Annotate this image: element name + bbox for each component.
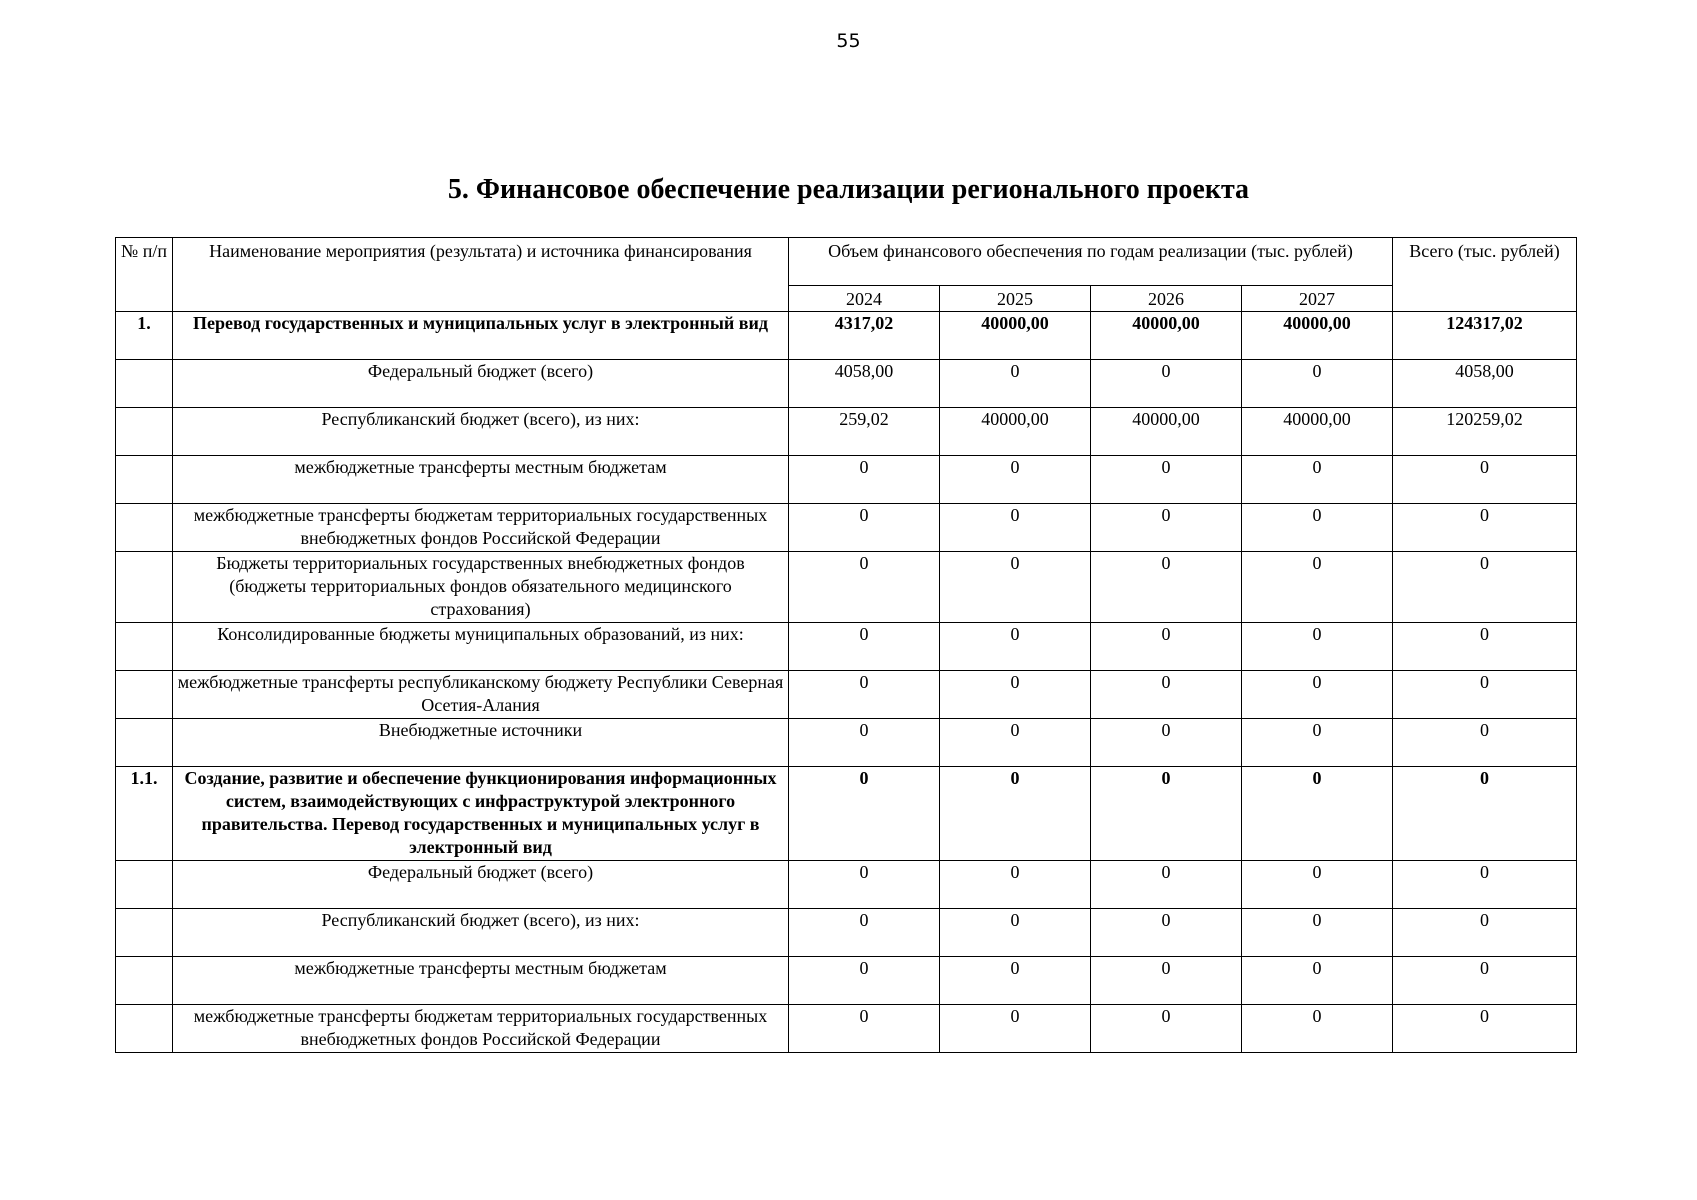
row-value: 259,02 — [789, 408, 940, 456]
row-value: 0 — [1091, 767, 1242, 861]
table-row — [116, 957, 1577, 1005]
table-row — [116, 719, 1577, 767]
row-name: Внебюджетные источники — [173, 719, 789, 767]
row-value: 0 — [940, 552, 1091, 623]
row-value: 0 — [1091, 957, 1242, 1005]
row-value: 0 — [1242, 504, 1393, 552]
row-value: 0 — [940, 909, 1091, 957]
row-value: 0 — [1091, 552, 1242, 623]
row-value: 0 — [1091, 456, 1242, 504]
row-name: Создание, развитие и обеспечение функционирования информационных систем, взаимодействующих с инфраструктурой электронного правительства. Перевод государственных и муниципальных услуг в электронный вид — [173, 767, 789, 861]
row-value: 0 — [1242, 671, 1393, 719]
row-num — [116, 671, 173, 719]
table-row — [116, 312, 1577, 360]
row-name: Федеральный бюджет (всего) — [173, 360, 789, 408]
row-value: 0 — [1091, 623, 1242, 671]
row-value: 0 — [1091, 504, 1242, 552]
row-value: 0 — [940, 1005, 1091, 1053]
row-total: 0 — [1393, 623, 1577, 671]
row-num — [116, 957, 173, 1005]
row-value: 0 — [789, 671, 940, 719]
row-num: 1. — [116, 312, 173, 360]
table-row — [116, 671, 1577, 719]
row-total: 0 — [1393, 861, 1577, 909]
row-value: 0 — [1091, 671, 1242, 719]
row-name: Перевод государственных и муниципальных услуг в электронный вид — [173, 312, 789, 360]
row-value: 0 — [1242, 909, 1393, 957]
header-total: Всего (тыс. рублей) — [1393, 238, 1577, 312]
table-row — [116, 552, 1577, 623]
row-value: 0 — [1242, 456, 1393, 504]
header-year: 2026 — [1091, 286, 1242, 312]
row-value: 0 — [789, 909, 940, 957]
row-value: 0 — [1091, 719, 1242, 767]
row-value: 0 — [940, 957, 1091, 1005]
row-total: 0 — [1393, 456, 1577, 504]
row-total: 0 — [1393, 767, 1577, 861]
row-value: 0 — [1091, 909, 1242, 957]
row-total: 120259,02 — [1393, 408, 1577, 456]
row-value: 0 — [940, 623, 1091, 671]
page-title: 5. Финансовое обеспечение реализации регионального проекта — [447, 174, 1250, 205]
row-name: Бюджеты территориальных государственных внебюджетных фондов (бюджеты территориальных фондов обязательного медицинского страхования) — [173, 552, 789, 623]
row-value: 0 — [1091, 861, 1242, 909]
row-value: 0 — [1242, 623, 1393, 671]
row-value: 0 — [789, 504, 940, 552]
row-name: Республиканский бюджет (всего), из них: — [173, 408, 789, 456]
row-value: 0 — [940, 360, 1091, 408]
row-total: 4058,00 — [1393, 360, 1577, 408]
row-value: 0 — [1242, 957, 1393, 1005]
row-total: 0 — [1393, 957, 1577, 1005]
row-num: 1.1. — [116, 767, 173, 861]
row-total: 0 — [1393, 552, 1577, 623]
header-year: 2024 — [789, 286, 940, 312]
row-value: 0 — [940, 671, 1091, 719]
table-row — [116, 456, 1577, 504]
row-value: 40000,00 — [1242, 408, 1393, 456]
row-value: 0 — [789, 456, 940, 504]
row-value: 0 — [1242, 552, 1393, 623]
table-row — [116, 767, 1577, 861]
table-row — [116, 909, 1577, 957]
row-total: 0 — [1393, 504, 1577, 552]
row-value: 0 — [940, 504, 1091, 552]
table-row — [116, 1005, 1577, 1053]
row-total: 0 — [1393, 1005, 1577, 1053]
row-value: 0 — [940, 456, 1091, 504]
row-num — [116, 408, 173, 456]
row-total: 0 — [1393, 719, 1577, 767]
row-name: межбюджетные трансферты республиканскому бюджету Республики Северная Осетия-Алания — [173, 671, 789, 719]
row-num — [116, 456, 173, 504]
row-total: 0 — [1393, 671, 1577, 719]
row-name: межбюджетные трансферты бюджетам территориальных государственных внебюджетных фондов Российской Федерации — [173, 1005, 789, 1053]
row-num — [116, 1005, 173, 1053]
row-value: 0 — [940, 861, 1091, 909]
row-total: 124317,02 — [1393, 312, 1577, 360]
row-value: 0 — [789, 1005, 940, 1053]
row-value: 0 — [789, 552, 940, 623]
row-num — [116, 719, 173, 767]
row-value: 0 — [1242, 861, 1393, 909]
row-name: Республиканский бюджет (всего), из них: — [173, 909, 789, 957]
header-volume: Объем финансового обеспечения по годам реализации (тыс. рублей) — [789, 238, 1393, 286]
table-row — [116, 504, 1577, 552]
table-row — [116, 408, 1577, 456]
row-num — [116, 861, 173, 909]
row-value: 4058,00 — [789, 360, 940, 408]
table-row — [116, 360, 1577, 408]
row-num — [116, 623, 173, 671]
row-name: межбюджетные трансферты местным бюджетам — [173, 456, 789, 504]
row-value: 0 — [1242, 1005, 1393, 1053]
page-number: 55 — [836, 30, 861, 52]
header-year: 2027 — [1242, 286, 1393, 312]
row-value: 40000,00 — [1242, 312, 1393, 360]
row-value: 0 — [789, 957, 940, 1005]
row-name: Консолидированные бюджеты муниципальных образований, из них: — [173, 623, 789, 671]
table-row — [116, 861, 1577, 909]
header-year: 2025 — [940, 286, 1091, 312]
header-name: Наименование мероприятия (результата) и источника финансирования — [173, 238, 789, 312]
financing-table — [115, 237, 1577, 1053]
row-value: 0 — [1242, 360, 1393, 408]
header-num: № п/п — [116, 238, 173, 312]
row-value: 0 — [1242, 767, 1393, 861]
row-value: 40000,00 — [1091, 312, 1242, 360]
row-value: 0 — [789, 719, 940, 767]
row-value: 40000,00 — [940, 408, 1091, 456]
row-name: межбюджетные трансферты местным бюджетам — [173, 957, 789, 1005]
row-value: 40000,00 — [1091, 408, 1242, 456]
row-value: 0 — [1091, 1005, 1242, 1053]
row-value: 40000,00 — [940, 312, 1091, 360]
row-value: 0 — [789, 767, 940, 861]
row-value: 0 — [940, 719, 1091, 767]
row-name: Федеральный бюджет (всего) — [173, 861, 789, 909]
row-value: 0 — [1091, 360, 1242, 408]
row-value: 0 — [1242, 719, 1393, 767]
row-value: 0 — [789, 623, 940, 671]
row-name: межбюджетные трансферты бюджетам территориальных государственных внебюджетных фондов Российской Федерации — [173, 504, 789, 552]
row-value: 0 — [789, 861, 940, 909]
row-num — [116, 909, 173, 957]
row-value: 4317,02 — [789, 312, 940, 360]
row-num — [116, 504, 173, 552]
row-num — [116, 360, 173, 408]
table-row — [116, 623, 1577, 671]
row-value: 0 — [940, 767, 1091, 861]
row-num — [116, 552, 173, 623]
row-total: 0 — [1393, 909, 1577, 957]
